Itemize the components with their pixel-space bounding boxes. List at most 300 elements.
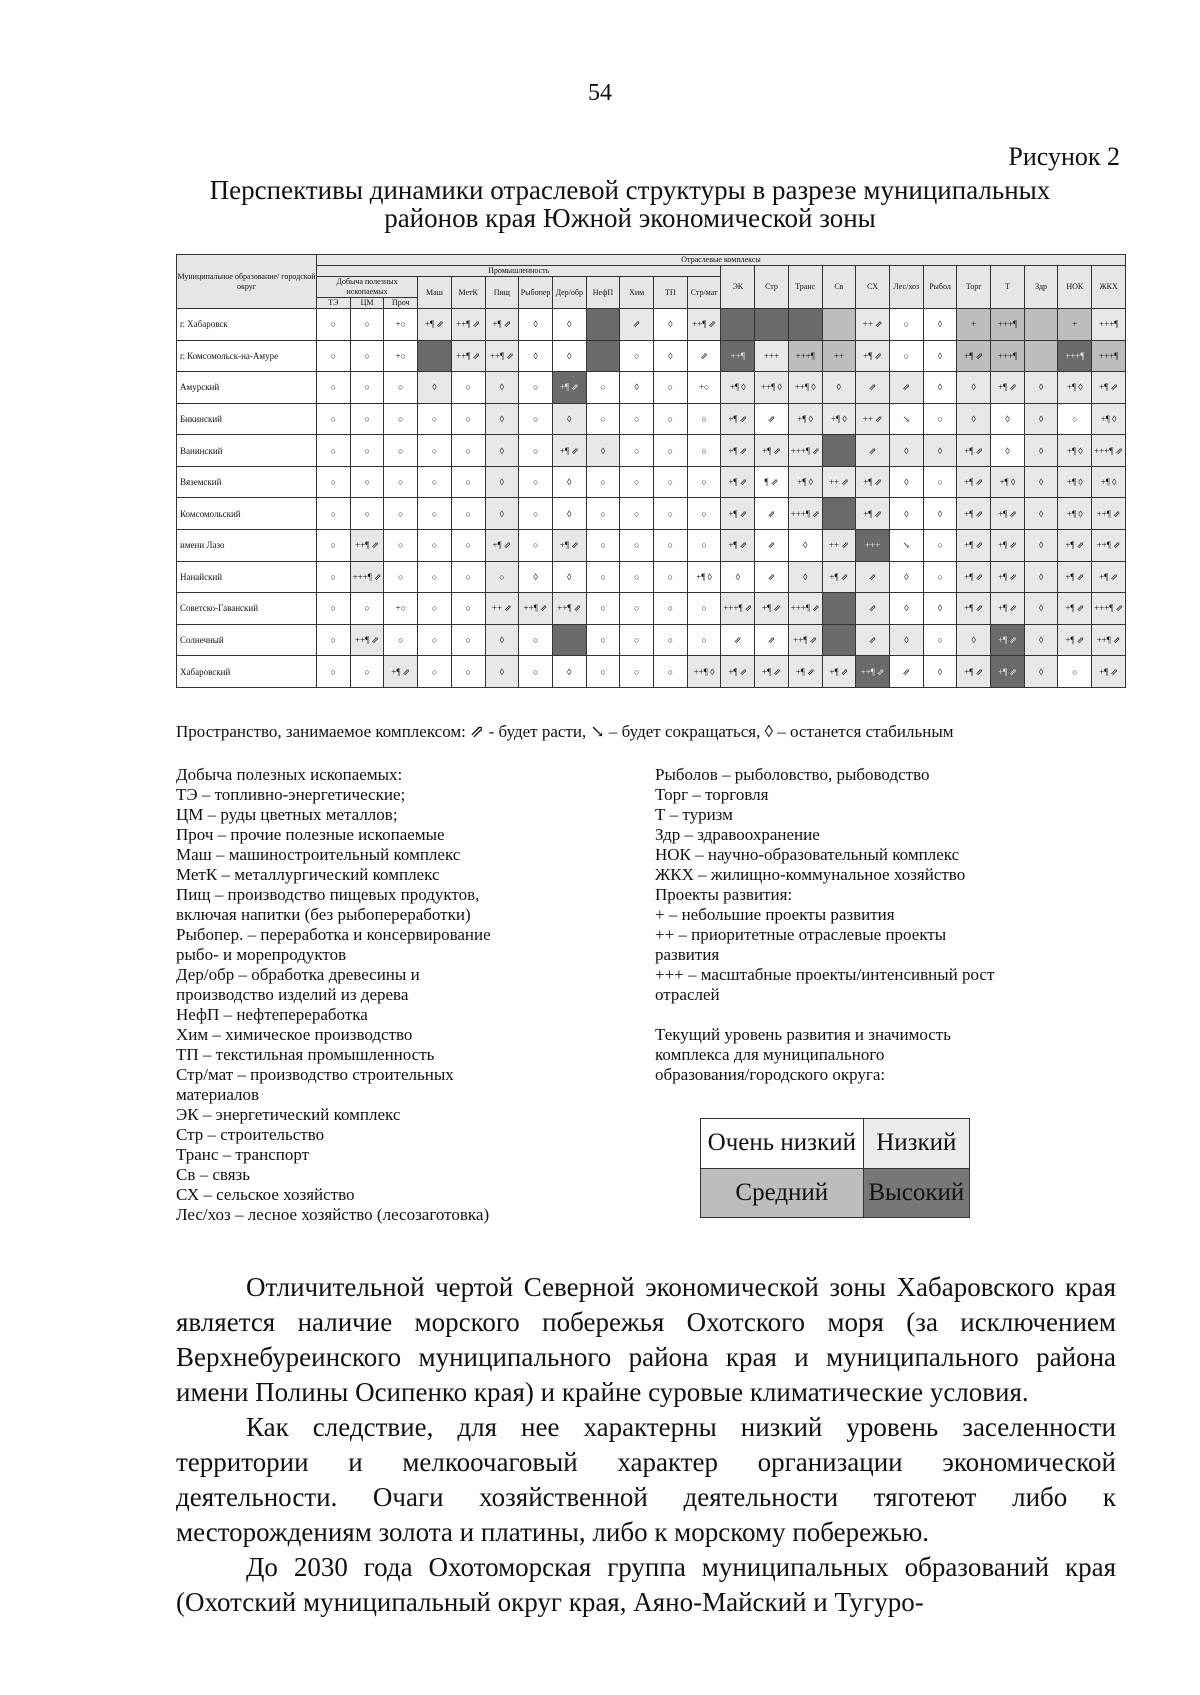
matrix-cell: ○: [384, 624, 418, 656]
matrix-cell: ○: [654, 498, 688, 530]
matrix-cell: ○: [418, 498, 452, 530]
matrix-cell: +: [957, 309, 991, 341]
table-row: [177, 403, 1126, 435]
municipality-name: Ванинский: [177, 435, 317, 467]
matrix-cell: +¶ ⇗: [1058, 624, 1092, 656]
matrix-cell: ○: [350, 435, 384, 467]
legend-line: Дер/обр – обработка древесины и: [176, 965, 420, 984]
matrix-cell: ⇗: [721, 624, 755, 656]
page-number: 54: [588, 80, 612, 106]
municipality-name: г. Хабаровск: [177, 309, 317, 341]
matrix-cell: ++¶ ⇗: [687, 309, 721, 341]
matrix-cell: ++¶ ⇗: [788, 624, 822, 656]
matrix-cell: ◊: [788, 561, 822, 593]
legend-line: Хим – химическое производство: [176, 1025, 413, 1044]
col-header-other: Лес/хоз: [889, 266, 923, 309]
matrix-cell: [822, 593, 856, 625]
matrix-cell: ○: [317, 561, 351, 593]
matrix-cell: ○: [654, 403, 688, 435]
matrix-cell: ⇗: [755, 624, 789, 656]
matrix-cell: ○: [418, 466, 452, 498]
matrix-cell: ○: [418, 435, 452, 467]
matrix-cell: [552, 624, 586, 656]
legend-line: ЭК – энергетический комплекс: [176, 1105, 401, 1124]
matrix-cell: +¶ ◊: [822, 403, 856, 435]
matrix-cell: ⇗: [889, 372, 923, 404]
matrix-cell: +¶ ⇗: [856, 340, 890, 372]
matrix-cell: ○: [418, 656, 452, 688]
legend-line: Св – связь: [176, 1165, 251, 1184]
matrix-cell: +¶ ⇗: [552, 530, 586, 562]
legend-line: развития: [655, 945, 720, 964]
matrix-cell: +¶ ⇗: [1058, 593, 1092, 625]
matrix-cell: ○: [384, 435, 418, 467]
matrix-cell: +¶ ⇗: [788, 656, 822, 688]
level-medium: Средний: [701, 1168, 864, 1218]
matrix-cell: +++¶: [991, 340, 1025, 372]
matrix-cell: ++¶ ⇗: [856, 656, 890, 688]
legend-line: образования/городского округа:: [655, 1065, 886, 1084]
matrix-cell: +○: [687, 372, 721, 404]
matrix-cell: ○: [620, 561, 654, 593]
matrix-cell: +¶ ◊: [1058, 372, 1092, 404]
abbreviation-legend-right: [655, 765, 1105, 1085]
matrix-cell: ○: [586, 656, 620, 688]
matrix-cell: ↘: [889, 403, 923, 435]
matrix-cell: ○: [586, 561, 620, 593]
matrix-cell: ○: [317, 530, 351, 562]
matrix-cell: ○: [451, 372, 485, 404]
matrix-cell: ++¶ ◊: [687, 656, 721, 688]
row-header: Муниципальное образование/ городской округ: [177, 255, 317, 309]
matrix-cell: [788, 309, 822, 341]
legend-line: Добыча полезных ископаемых:: [176, 765, 403, 784]
matrix-cell: ○: [519, 656, 553, 688]
matrix-cell: ○: [586, 624, 620, 656]
matrix-cell: ○: [923, 624, 957, 656]
matrix-cell: ○: [687, 530, 721, 562]
level-high: Высокий: [863, 1168, 969, 1218]
matrix-cell: +¶ ◊: [1058, 435, 1092, 467]
matrix-cell: +¶ ⇗: [1058, 530, 1092, 562]
matrix-cell: ◊: [552, 466, 586, 498]
matrix-cell: ◊: [1024, 624, 1058, 656]
col-header-industry: Хим: [620, 277, 654, 309]
matrix-cell: ++¶ ⇗: [451, 309, 485, 341]
matrix-cell: ○: [350, 593, 384, 625]
legend-line: Рыбопер. – переработка и консервирование: [176, 925, 491, 944]
matrix-cell: ○: [384, 372, 418, 404]
matrix-cell: ◊: [654, 309, 688, 341]
level-very-low: Очень низкий: [701, 1119, 864, 1169]
matrix-cell: [755, 309, 789, 341]
matrix-cell: ◊: [485, 656, 519, 688]
matrix-cell: [822, 498, 856, 530]
matrix-cell: +¶ ⇗: [1058, 561, 1092, 593]
legend-line: +++ – масштабные проекты/интенсивный рост: [655, 965, 995, 984]
matrix-cell: +¶ ⇗: [957, 530, 991, 562]
matrix-cell: +¶ ⇗: [991, 624, 1025, 656]
matrix-cell: ◊: [822, 372, 856, 404]
matrix-cell: ◊: [1024, 435, 1058, 467]
matrix-cell: [822, 624, 856, 656]
matrix-cell: ◊: [1024, 561, 1058, 593]
abbreviation-legend-left: [176, 765, 576, 1225]
matrix-cell: +¶ ⇗: [822, 656, 856, 688]
matrix-cell: ++¶ ⇗: [1092, 530, 1126, 562]
matrix-cell: ◊: [923, 372, 957, 404]
matrix-cell: ◊: [485, 435, 519, 467]
legend-line: Т – туризм: [655, 805, 733, 824]
matrix-cell: +¶ ◊: [991, 466, 1025, 498]
matrix-cell: ◊: [1024, 372, 1058, 404]
matrix-cell: ◊: [485, 466, 519, 498]
industry-matrix-table: [176, 254, 1126, 688]
matrix-cell: ○: [519, 624, 553, 656]
body-paragraph-1: Отличительной чертой Северной экономической зоны Хабаровского края является наличие морского побережья Охотского моря (за исключением Верхнебуреинского муниципального района края и муниципального района имени Полины Осипенко края) и крайне суровые климатические условия.: [176, 1272, 1116, 1407]
matrix-cell: ◊: [923, 498, 957, 530]
table-row: [177, 309, 1126, 341]
municipality-name: Хабаровский: [177, 656, 317, 688]
matrix-cell: ○: [923, 403, 957, 435]
matrix-cell: ○: [654, 435, 688, 467]
col-header-other: Св: [822, 266, 856, 309]
col-header-industry: Пищ: [485, 277, 519, 309]
matrix-cell: +++¶ ⇗: [1092, 435, 1126, 467]
legend-line: + – небольшие проекты развития: [655, 905, 895, 924]
matrix-cell: ++¶: [721, 340, 755, 372]
matrix-cell: ○: [519, 498, 553, 530]
matrix-cell: ⇗: [856, 593, 890, 625]
matrix-cell: ◊: [991, 435, 1025, 467]
matrix-cell: ◊: [957, 403, 991, 435]
matrix-cell: ++¶ ⇗: [350, 530, 384, 562]
matrix-cell: ++ ⇗: [856, 403, 890, 435]
development-level-legend: [700, 1118, 970, 1218]
matrix-cell: ⇗: [856, 435, 890, 467]
col-header-other: ЖКХ: [1092, 266, 1126, 309]
matrix-cell: +¶ ⇗: [485, 530, 519, 562]
matrix-cell: +¶ ◊: [721, 372, 755, 404]
matrix-cell: ◊: [485, 498, 519, 530]
matrix-cell: [418, 340, 452, 372]
matrix-cell: +¶ ⇗: [957, 656, 991, 688]
matrix-cell: ○: [519, 466, 553, 498]
matrix-cell: +¶ ⇗: [755, 656, 789, 688]
matrix-cell: +¶ ⇗: [957, 340, 991, 372]
matrix-cell: ○: [586, 372, 620, 404]
matrix-cell: ○: [620, 435, 654, 467]
matrix-cell: +¶ ⇗: [755, 435, 789, 467]
legend-line: включая напитки (без рыбопереработки): [176, 905, 471, 924]
matrix-cell: ++: [822, 340, 856, 372]
matrix-cell: ○: [317, 656, 351, 688]
industry-header: Промышленность: [317, 266, 721, 277]
matrix-cell: ++ ⇗: [485, 593, 519, 625]
matrix-cell: ○: [384, 498, 418, 530]
matrix-cell: ○: [687, 624, 721, 656]
matrix-cell: ○: [1058, 656, 1092, 688]
matrix-cell: ◊: [552, 309, 586, 341]
matrix-cell: ◊: [889, 624, 923, 656]
matrix-cell: ◊: [1024, 656, 1058, 688]
matrix-cell: ◊: [552, 656, 586, 688]
matrix-cell: ⇗: [687, 340, 721, 372]
matrix-cell: ◊: [1024, 403, 1058, 435]
matrix-cell: +¶ ⇗: [957, 561, 991, 593]
matrix-cell: ◊: [586, 435, 620, 467]
col-header-other: Торг: [957, 266, 991, 309]
matrix-cell: ○: [519, 435, 553, 467]
municipality-name: Советско-Гаванский: [177, 593, 317, 625]
col-header-other: ЭК: [721, 266, 755, 309]
matrix-cell: ○: [923, 561, 957, 593]
col-header-industry: Стр/мат: [687, 277, 721, 309]
matrix-cell: ○: [350, 372, 384, 404]
matrix-cell: ◊: [923, 593, 957, 625]
legend-line: ЦМ – руды цветных металлов;: [176, 805, 398, 824]
matrix-cell: +++¶: [1092, 309, 1126, 341]
matrix-cell: ++¶ ⇗: [1092, 624, 1126, 656]
matrix-cell: ○: [317, 498, 351, 530]
matrix-cell: ○: [519, 530, 553, 562]
matrix-cell: +¶ ◊: [788, 466, 822, 498]
matrix-cell: ◊: [620, 372, 654, 404]
col-header-mining: Проч: [384, 298, 418, 309]
legend-line: Стр – строительство: [176, 1125, 325, 1144]
matrix-cell: ◊: [552, 403, 586, 435]
matrix-cell: +¶ ⇗: [721, 656, 755, 688]
matrix-cell: ◊: [889, 498, 923, 530]
legend-line: ++ – приоритетные отраслевые проекты: [655, 925, 947, 944]
col-header-other: Стр: [755, 266, 789, 309]
matrix-cell: ○: [451, 561, 485, 593]
matrix-cell: ○: [451, 593, 485, 625]
matrix-cell: +¶ ⇗: [991, 656, 1025, 688]
matrix-cell: +○: [384, 593, 418, 625]
legend-line: ТП – текстильная промышленность: [176, 1045, 435, 1064]
top-header: Отраслевые комплексы: [317, 255, 1126, 266]
legend-line: ЖКХ – жилищно-коммунальное хозяйство: [655, 865, 966, 884]
municipality-name: Бикинский: [177, 403, 317, 435]
matrix-cell: +¶ ⇗: [1092, 561, 1126, 593]
matrix-cell: [822, 309, 856, 341]
matrix-cell: ○: [923, 530, 957, 562]
table-row: [177, 624, 1126, 656]
matrix-cell: ○: [451, 466, 485, 498]
municipality-name: Солнечный: [177, 624, 317, 656]
matrix-cell: ◊: [957, 624, 991, 656]
matrix-cell: ◊: [1024, 466, 1058, 498]
matrix-cell: ○: [418, 624, 452, 656]
col-header-other: СХ: [856, 266, 890, 309]
matrix-cell: ○: [586, 466, 620, 498]
col-header-industry: МетК: [451, 277, 485, 309]
table-row: [177, 435, 1126, 467]
matrix-cell: +○: [384, 340, 418, 372]
table-row: [177, 530, 1126, 562]
table-row: [177, 593, 1126, 625]
table-row: [177, 561, 1126, 593]
matrix-cell: ++¶ ⇗: [552, 593, 586, 625]
matrix-cell: +¶ ⇗: [721, 498, 755, 530]
col-header-mining: ТЭ: [317, 298, 351, 309]
legend-line: рыбо- и морепродуктов: [176, 945, 347, 964]
mining-header: Добыча полезных ископаемых: [317, 277, 418, 298]
legend-line: отраслей: [655, 985, 720, 1004]
matrix-cell: ⇗: [620, 309, 654, 341]
legend-line: Проч – прочие полезные ископаемые: [176, 825, 445, 844]
matrix-cell: ○: [384, 466, 418, 498]
matrix-cell: ○: [586, 403, 620, 435]
matrix-cell: ○: [350, 498, 384, 530]
matrix-cell: ◊: [1024, 530, 1058, 562]
matrix-cell: +++¶: [991, 309, 1025, 341]
legend-line: материалов: [176, 1085, 260, 1104]
matrix-cell: ○: [451, 530, 485, 562]
table-row: [177, 498, 1126, 530]
matrix-cell: ○: [350, 656, 384, 688]
matrix-cell: ++ ⇗: [822, 466, 856, 498]
table-row: [177, 340, 1126, 372]
matrix-cell: ○: [586, 593, 620, 625]
matrix-cell: ○: [317, 435, 351, 467]
col-header-industry: ТП: [654, 277, 688, 309]
matrix-cell: [586, 309, 620, 341]
col-header-industry: Маш: [418, 277, 452, 309]
matrix-cell: ○: [317, 372, 351, 404]
matrix-cell: ⇗: [856, 372, 890, 404]
col-header-mining: ЦМ: [350, 298, 384, 309]
matrix-cell: +¶ ⇗: [991, 372, 1025, 404]
matrix-cell: ○: [418, 561, 452, 593]
matrix-cell: ◊: [552, 340, 586, 372]
matrix-cell: ○: [418, 530, 452, 562]
matrix-cell: +¶ ⇗: [822, 561, 856, 593]
matrix-cell: ○: [654, 466, 688, 498]
matrix-cell: ○: [317, 340, 351, 372]
col-header-other: Т: [991, 266, 1025, 309]
municipality-name: Амурский: [177, 372, 317, 404]
matrix-cell: ◊: [923, 309, 957, 341]
col-header-other: Транс: [788, 266, 822, 309]
legend-line: производство изделий из дерева: [176, 985, 409, 1004]
matrix-cell: ○: [620, 466, 654, 498]
matrix-cell: ↘: [889, 530, 923, 562]
matrix-cell: ○: [451, 624, 485, 656]
matrix-cell: +++: [755, 340, 789, 372]
matrix-cell: ○: [586, 498, 620, 530]
col-header-industry: Рыбопер: [519, 277, 553, 309]
legend-line: Транс – транспорт: [176, 1145, 310, 1164]
matrix-cell: +¶ ⇗: [552, 372, 586, 404]
municipality-name: Комсомольский: [177, 498, 317, 530]
matrix-cell: ○: [350, 309, 384, 341]
matrix-cell: ◊: [889, 435, 923, 467]
matrix-cell: +¶ ⇗: [1092, 372, 1126, 404]
legend-line: СХ – сельское хозяйство: [176, 1185, 355, 1204]
matrix-cell: ○: [451, 403, 485, 435]
matrix-cell: ○: [317, 403, 351, 435]
matrix-cell: ○: [350, 466, 384, 498]
matrix-cell: +++¶: [1092, 340, 1126, 372]
matrix-cell: ○: [620, 403, 654, 435]
matrix-cell: ○: [586, 530, 620, 562]
matrix-cell: ⇗: [755, 498, 789, 530]
table-row: [177, 466, 1126, 498]
matrix-cell: +¶ ◊: [788, 403, 822, 435]
matrix-cell: +¶ ⇗: [755, 593, 789, 625]
matrix-cell: ◊: [519, 309, 553, 341]
matrix-cell: [721, 309, 755, 341]
matrix-cell: +¶ ⇗: [384, 656, 418, 688]
matrix-cell: +¶ ⇗: [991, 561, 1025, 593]
matrix-cell: ◊: [889, 466, 923, 498]
matrix-cell: ⇗: [755, 561, 789, 593]
matrix-cell: +: [1058, 309, 1092, 341]
matrix-cell: ○: [317, 593, 351, 625]
legend-line: Маш – машиностроительный комплекс: [176, 845, 461, 864]
body-paragraph-2: Как следствие, для нее характерны низкий уровень заселенности территории и мелкоочаговый характер организации экономической деятельности. Очаги хозяйственной деятельности тяготеют либо к месторождениям золота и платины, либо к морскому побережью.: [176, 1412, 1116, 1547]
matrix-cell: ◊: [654, 340, 688, 372]
matrix-cell: ○: [654, 372, 688, 404]
matrix-cell: +++¶ ⇗: [788, 435, 822, 467]
matrix-cell: ○: [418, 403, 452, 435]
matrix-cell: ○: [620, 498, 654, 530]
matrix-cell: ○: [687, 435, 721, 467]
col-header-other: Рыбол: [923, 266, 957, 309]
matrix-cell: +¶ ◊: [1092, 403, 1126, 435]
legend-line: Лес/хоз – лесное хозяйство (лесозаготовка): [176, 1205, 490, 1224]
matrix-cell: ◊: [923, 435, 957, 467]
matrix-cell: +¶ ⇗: [856, 466, 890, 498]
legend-line: [655, 1005, 1105, 1025]
matrix-cell: [586, 340, 620, 372]
municipality-name: Вяземский: [177, 466, 317, 498]
matrix-cell: ○: [384, 530, 418, 562]
matrix-cell: ◊: [788, 530, 822, 562]
matrix-cell: ◊: [485, 624, 519, 656]
matrix-cell: ◊: [485, 403, 519, 435]
col-header-other: Здр: [1024, 266, 1058, 309]
matrix-cell: ◊: [485, 372, 519, 404]
matrix-cell: +¶ ⇗: [721, 435, 755, 467]
matrix-cell: ◊: [552, 561, 586, 593]
matrix-cell: ○: [620, 593, 654, 625]
matrix-cell: +¶ ◊: [1058, 466, 1092, 498]
matrix-cell: ○: [451, 498, 485, 530]
matrix-cell: ⇗: [755, 530, 789, 562]
matrix-cell: +¶ ⇗: [957, 466, 991, 498]
col-header-industry: НефП: [586, 277, 620, 309]
matrix-cell: +¶ ⇗: [957, 435, 991, 467]
matrix-cell: +¶ ◊: [1058, 498, 1092, 530]
matrix-cell: [822, 435, 856, 467]
legend-line: НефП – нефтепереработка: [176, 1005, 368, 1024]
matrix-cell: ○: [620, 530, 654, 562]
matrix-cell: ○: [350, 403, 384, 435]
matrix-cell: ++¶ ⇗: [451, 340, 485, 372]
matrix-cell: +¶ ⇗: [721, 466, 755, 498]
legend-line: Текущий уровень развития и значимость: [655, 1025, 951, 1044]
matrix-cell: ◊: [519, 561, 553, 593]
table-row: [177, 656, 1126, 688]
legend-line: ТЭ – топливно-энергетические;: [176, 785, 406, 804]
matrix-cell: ⇗: [856, 624, 890, 656]
matrix-cell: +++¶: [788, 340, 822, 372]
matrix-cell: ++ ⇗: [856, 309, 890, 341]
matrix-cell: +¶ ⇗: [957, 593, 991, 625]
